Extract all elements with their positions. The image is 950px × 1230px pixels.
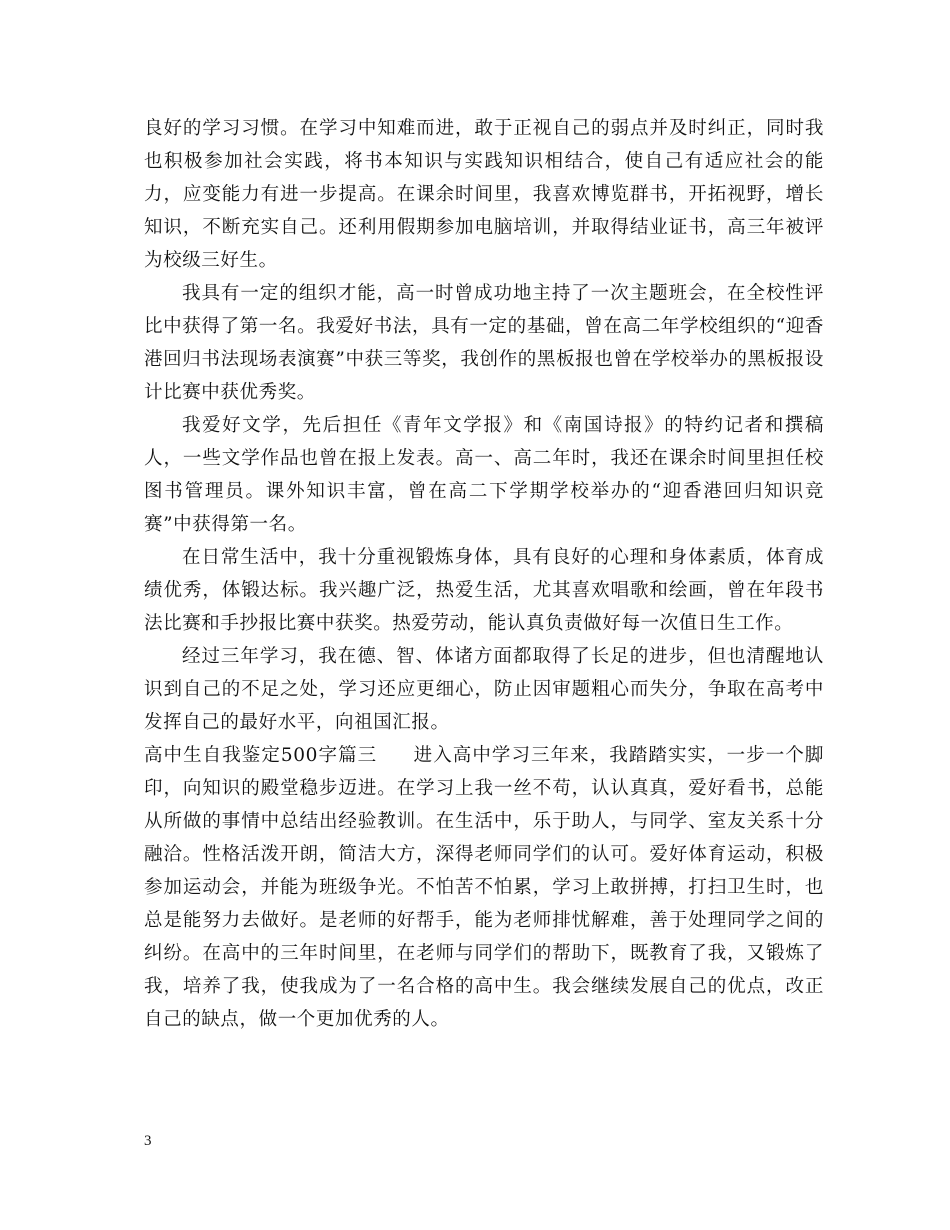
section-body: 进入高中学习三年来，我踏踏实实，一步一个脚印，向知识的殿堂稳步迈进。在学习上我一丝不苟，认认真真，爱好看书，总能从所做的事情中总结出经验教训。在生活中，乐于助人，与同学、室友关系十分融洽。性格活泼开朗，简洁大方，深得老师同学们的认可。爱好体育运动，积极参加运动会，并能为班级争光。不怕苦不怕累，学习上敢拼搏，打扫卫生时，也总是能努力去做好。是老师的好帮手，能为老师排忧解难，善于处理同学之间的纠纷。在高中的三年时间里，在老师与同学们的帮助下，既教育了我，又锻炼了我，培养了我，使我成为了一名合格的高中生。我会继续发展自己的优点，改正自己的缺点，做一个更加优秀的人。: [144, 745, 824, 1030]
paragraph-summary: 经过三年学习，我在德、智、体诸方面都取得了长足的进步，但也清醒地认识到自己的不足之处，学习还应更细心，防止因审题粗心而失分，争取在高考中发挥自己的最好水平，向祖国汇报。: [144, 646, 824, 733]
document-body: [144, 112, 824, 1036]
section-title: 高中生自我鉴定500字篇三: [144, 745, 378, 766]
paragraph-study-habits: 良好的学习习惯。在学习中知难而进，敢于正视自己的弱点并及时纠正，同时我也积极参加社会实践，将书本知识与实践知识相结合，使自己有适应社会的能力，应变能力有进一步提高。在课余时间里，我喜欢博览群书，开拓视野，增长知识，不断充实自己。还利用假期参加电脑培训，并取得结业证书，高三年被评为校级三好生。: [144, 118, 824, 271]
paragraph-daily-life: 在日常生活中，我十分重视锻炼身体，具有良好的心理和身体素质，体育成绩优秀，体锻达标。我兴趣广泛，热爱生活，尤其喜欢唱歌和绘画，曾在年段书法比赛和手抄报比赛中获奖。热爱劳动，能认真负责做好每一次值日生工作。: [144, 547, 824, 634]
section-three-paragraph: [144, 739, 824, 1036]
paragraph-literature: 我爱好文学，先后担任《青年文学报》和《南国诗报》的特约记者和撰稿人，一些文学作品也曾在报上发表。高一、高二年时，我还在课余时间里担任校图书管理员。课外知识丰富，曾在高二下学期学校举办的“迎香港回归知识竞赛”中获得第一名。: [144, 415, 824, 535]
paragraph-organization-calligraphy: 我具有一定的组织才能，高一时曾成功地主持了一次主题班会，在全校性评比中获得了第一名。我爱好书法，具有一定的基础，曾在高二年学校组织的“迎香港回归书法现场表演赛”中获三等奖，我创作的黑板报也曾在学校举办的黑板报设计比赛中获优秀奖。: [144, 283, 824, 403]
page-number: 3: [144, 1133, 152, 1149]
